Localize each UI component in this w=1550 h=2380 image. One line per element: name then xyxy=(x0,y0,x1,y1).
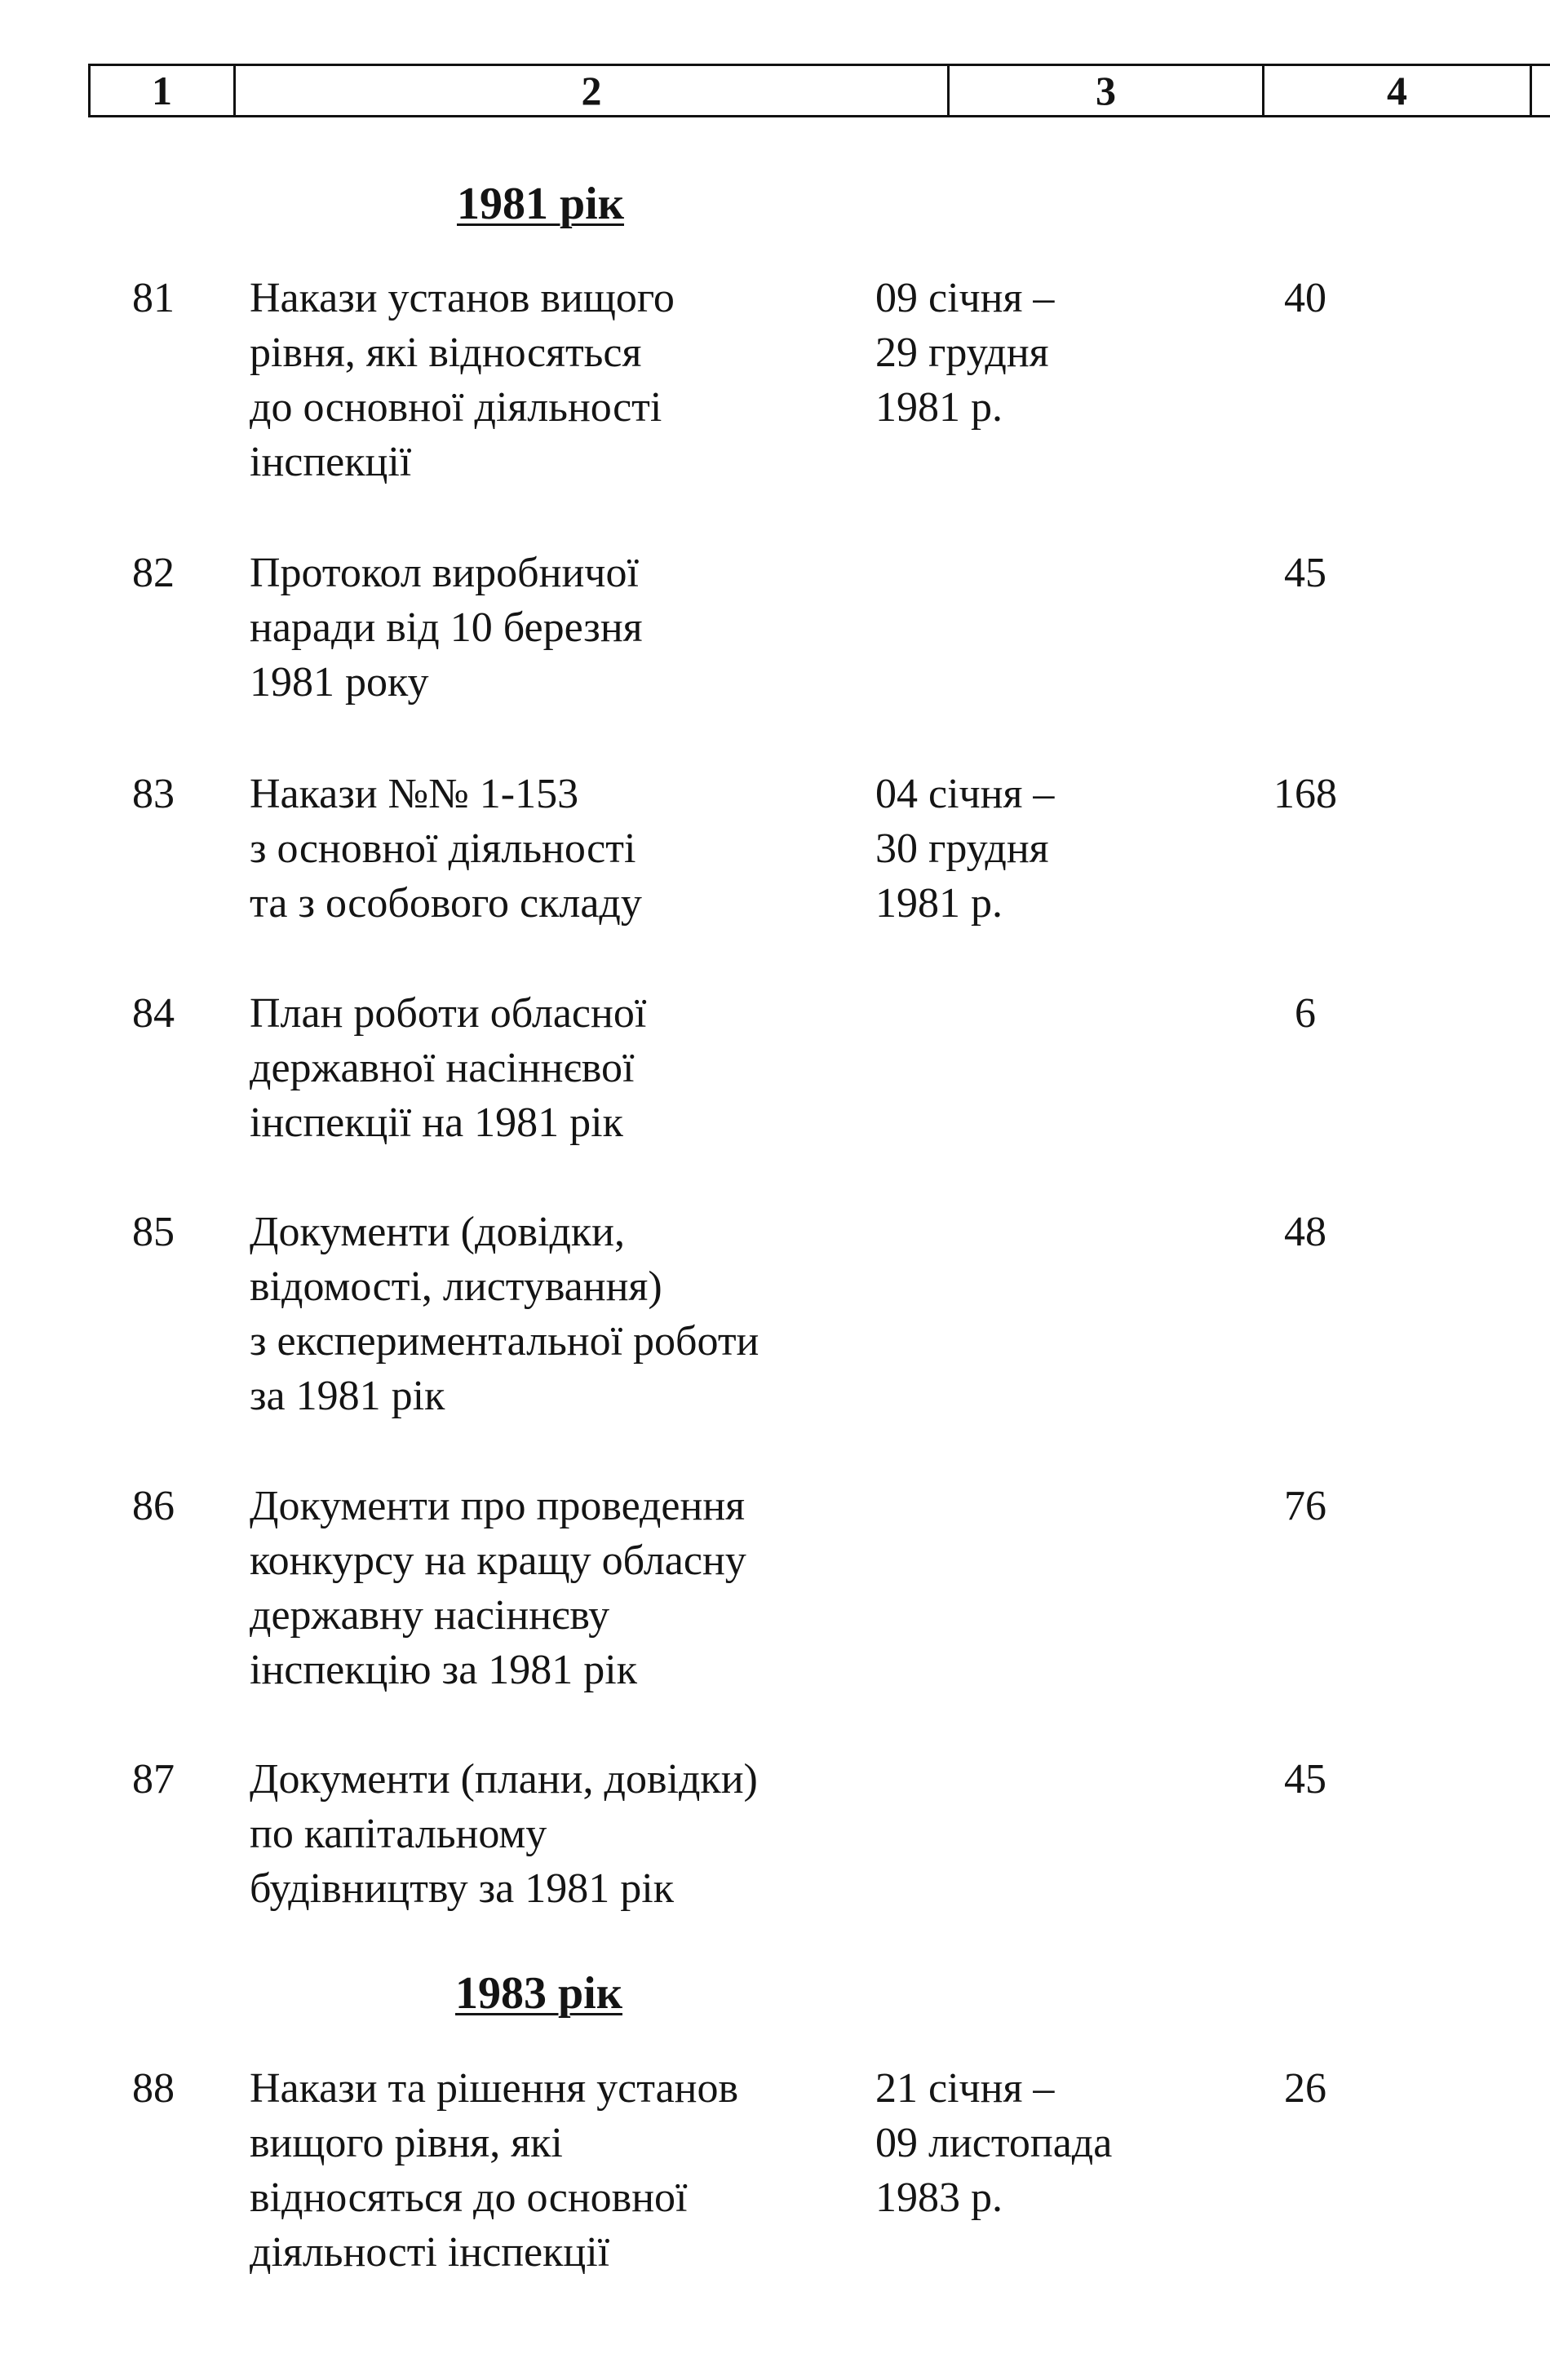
entry-title-line: інспекцію за 1981 рік xyxy=(250,1647,637,1693)
entry-page-count: 40 xyxy=(1284,275,1326,321)
entry-date-line: 04 січня – xyxy=(875,771,1055,817)
entry-title xyxy=(250,1752,870,1916)
entry-number: 87 xyxy=(132,1756,175,1803)
entry-title-line: вищого рівня, які xyxy=(250,2120,563,2166)
entry-date-line: 30 грудня xyxy=(875,825,1049,872)
entry-page-count: 168 xyxy=(1273,771,1337,817)
entry-title-line: по капітальному xyxy=(250,1811,547,1857)
entry-title xyxy=(250,2061,870,2280)
entry-page-count: 48 xyxy=(1284,1209,1326,1255)
entry-title-line: наради від 10 березня xyxy=(250,604,643,651)
column-header-1: 1 xyxy=(91,66,236,115)
entry-title-line: Накази №№ 1-153 xyxy=(250,771,579,817)
entry-title-line: інспекції xyxy=(250,439,412,485)
entry-title xyxy=(250,546,870,710)
entry-page-count: 45 xyxy=(1284,550,1326,596)
entry-number: 82 xyxy=(132,550,175,596)
column-header-3: 3 xyxy=(950,66,1264,115)
entry-title-line: за 1981 рік xyxy=(250,1373,445,1419)
entry-title-line: Накази установ вищого xyxy=(250,275,675,321)
entry-date-line: 1983 р. xyxy=(875,2174,1003,2221)
entry-number: 86 xyxy=(132,1483,175,1529)
entry-number: 83 xyxy=(132,771,175,817)
entry-title-line: Накази та рішення установ xyxy=(250,2065,739,2112)
entry-date xyxy=(875,2061,1202,2225)
entry-title-line: діяльності інспекції xyxy=(250,2229,610,2276)
entry-page-count: 26 xyxy=(1284,2065,1326,2112)
entry-date-line: 09 листопада xyxy=(875,2120,1113,2166)
entry-title-line: будівництву за 1981 рік xyxy=(250,1865,674,1912)
entry-number: 84 xyxy=(132,990,175,1037)
entry-title-line: відомості, листування) xyxy=(250,1263,662,1310)
entry-date xyxy=(875,271,1202,435)
entry-date-line: 1981 р. xyxy=(875,384,1003,431)
entry-title xyxy=(250,767,870,931)
entry-title-line: до основної діяльності xyxy=(250,384,662,431)
entry-title-line: та з особового складу xyxy=(250,880,642,927)
entry-title xyxy=(250,986,870,1150)
column-header-4: 4 xyxy=(1264,66,1532,115)
entry-title-line: рівня, які відносяться xyxy=(250,330,642,376)
entry-number: 85 xyxy=(132,1209,175,1255)
entry-title-line: Документи про проведення xyxy=(250,1483,746,1529)
entry-title-line: державну насіннєву xyxy=(250,1592,610,1639)
entry-date xyxy=(875,767,1202,931)
entry-date-line: 21 січня – xyxy=(875,2065,1055,2112)
entry-title-line: Протокол виробничої xyxy=(250,550,639,596)
entry-number: 81 xyxy=(132,275,175,321)
entry-title-line: Документи (плани, довідки) xyxy=(250,1756,758,1803)
column-header-2: 2 xyxy=(236,66,950,115)
entry-page-count: 45 xyxy=(1284,1756,1326,1803)
column-header-5 xyxy=(1532,66,1550,115)
entry-date-line: 09 січня – xyxy=(875,275,1055,321)
entry-page-count: 76 xyxy=(1284,1483,1326,1529)
entry-title-line: з експериментальної роботи xyxy=(250,1318,760,1365)
section-heading-1983: 1983 рік xyxy=(455,1968,622,2019)
entry-title xyxy=(250,1205,870,1423)
entry-number: 88 xyxy=(132,2065,175,2112)
entry-title-line: 1981 року xyxy=(250,659,429,706)
entry-date-line: 29 грудня xyxy=(875,330,1049,376)
entry-date-line: 1981 р. xyxy=(875,880,1003,927)
entry-title xyxy=(250,1479,870,1697)
entry-title-line: з основної діяльності xyxy=(250,825,636,872)
entry-title-line: Документи (довідки, xyxy=(250,1209,626,1255)
entry-title-line: інспекції на 1981 рік xyxy=(250,1099,623,1146)
entry-title-line: План роботи обласної xyxy=(250,990,647,1037)
entry-page-count: 6 xyxy=(1295,990,1316,1037)
entry-title-line: конкурсу на кращу обласну xyxy=(250,1537,746,1584)
entry-title-line: державної насіннєвої xyxy=(250,1045,635,1091)
entry-title xyxy=(250,271,870,489)
entry-title-line: відносяться до основної xyxy=(250,2174,688,2221)
section-heading-1981: 1981 рік xyxy=(457,179,624,229)
column-header-table xyxy=(88,64,1550,117)
